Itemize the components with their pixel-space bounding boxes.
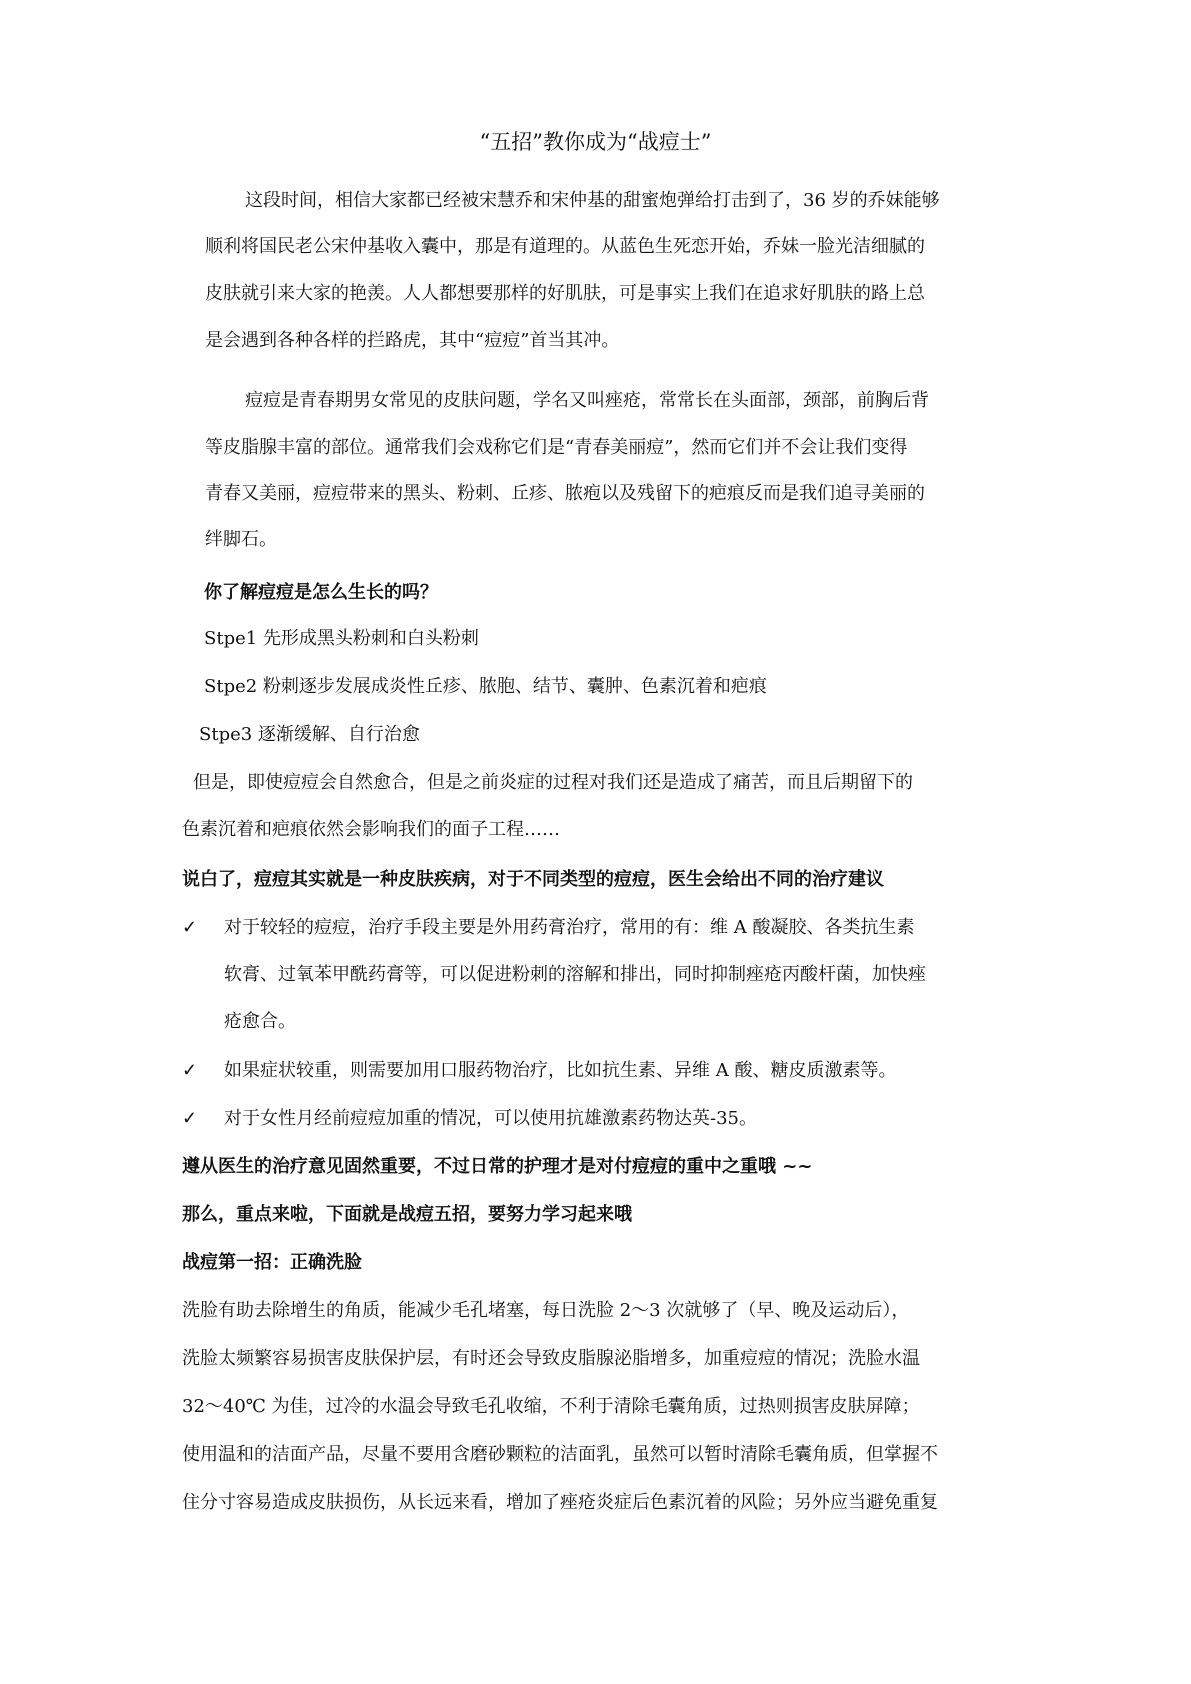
step-item: Stpe1 先形成黑头粉刺和白头粉刺: [204, 628, 479, 649]
checkmark-icon: ✓: [182, 1060, 198, 1081]
section-heading: 战痘第一招：正确洗脸: [182, 1252, 362, 1273]
intro-line: 是会遇到各种各样的拦路虎，其中“痘痘”首当其冲。: [205, 330, 620, 351]
section-heading: 你了解痘痘是怎么生长的吗？: [204, 582, 438, 603]
page-title: “五招”教你成为“战痘士”: [479, 130, 712, 154]
checkmark-icon: ✓: [182, 1108, 198, 1129]
paragraph-line: 痘痘是青春期男女常见的皮肤问题，学名又叫痤疮，常常长在头面部，颈部，前胸后背: [245, 390, 929, 411]
list-item-line: 对于女性月经前痘痘加重的情况，可以使用抗雄激素药物达英-35。: [224, 1108, 757, 1129]
paragraph-line: 但是，即使痘痘会自然愈合，但是之前炎症的过程对我们还是造成了痛苦，而且后期留下的: [193, 772, 913, 793]
paragraph-line: 等皮脂腺丰富的部位。通常我们会戏称它们是“青春美丽痘”，然而它们并不会让我们变得: [205, 437, 908, 458]
paragraph-line: 32～40℃ 为佳，过冷的水温会导致毛孔收缩，不利于清除毛囊角质，过热则损害皮肤屏障；: [182, 1396, 920, 1417]
paragraph-line: 住分寸容易造成皮肤损伤，从长远来看，增加了痤疮炎症后色素沉着的风险；另外应当避免重复: [182, 1492, 938, 1513]
list-item-line: 对于较轻的痘痘，治疗手段主要是外用药膏治疗，常用的有：维 A 酸凝胶、各类抗生素: [224, 917, 915, 938]
paragraph-line: 青春又美丽，痘痘带来的黑头、粉刺、丘疹、脓疱以及残留下的疤痕反而是我们追寻美丽的: [205, 483, 925, 504]
intro-line: 皮肤就引来大家的艳羡。人人都想要那样的好肌肤，可是事实上我们在追求好肌肤的路上总: [205, 283, 925, 304]
section-heading: 说白了，痘痘其实就是一种皮肤疾病，对于不同类型的痘痘，医生会给出不同的治疗建议: [182, 869, 884, 890]
paragraph-line: 绊脚石。: [205, 529, 277, 550]
step-item: Stpe2 粉刺逐步发展成炎性丘疹、脓胞、结节、囊肿、色素沉着和疤痕: [204, 676, 767, 697]
checkmark-icon: ✓: [182, 917, 198, 938]
paragraph-line: 洗脸有助去除增生的角质，能减少毛孔堵塞，每日洗脸 2～3 次就够了（早、晚及运动后），: [182, 1300, 910, 1321]
list-item-line: 如果症状较重，则需要加用口服药物治疗，比如抗生素、异维 A 酸、糖皮质激素等。: [224, 1060, 897, 1081]
list-item-line: 疮愈合。: [224, 1011, 296, 1032]
section-heading: 遵从医生的治疗意见固然重要，不过日常的护理才是对付痘痘的重中之重哦 ~~: [182, 1156, 813, 1177]
intro-line: 这段时间，相信大家都已经被宋慧乔和宋仲基的甜蜜炮弹给打击到了，36 岁的乔妹能够: [245, 190, 940, 211]
step-item: Stpe3 逐渐缓解、自行治愈: [199, 724, 420, 745]
section-heading: 那么，重点来啦，下面就是战痘五招，要努力学习起来哦: [182, 1204, 632, 1225]
paragraph-line: 色素沉着和疤痕依然会影响我们的面子工程……: [182, 819, 560, 840]
paragraph-line: 洗脸太频繁容易损害皮肤保护层，有时还会导致皮脂腺泌脂增多，加重痘痘的情况；洗脸水温: [182, 1348, 920, 1369]
list-item-line: 软膏、过氧苯甲酰药膏等，可以促进粉刺的溶解和排出，同时抑制痤疮丙酸杆菌，加快痤: [224, 964, 926, 985]
intro-line: 顺利将国民老公宋仲基收入囊中，那是有道理的。从蓝色生死恋开始，乔妹一脸光洁细腻的: [205, 236, 925, 257]
paragraph-line: 使用温和的洁面产品，尽量不要用含磨砂颗粒的洁面乳，虽然可以暂时清除毛囊角质，但掌握不: [182, 1444, 938, 1465]
